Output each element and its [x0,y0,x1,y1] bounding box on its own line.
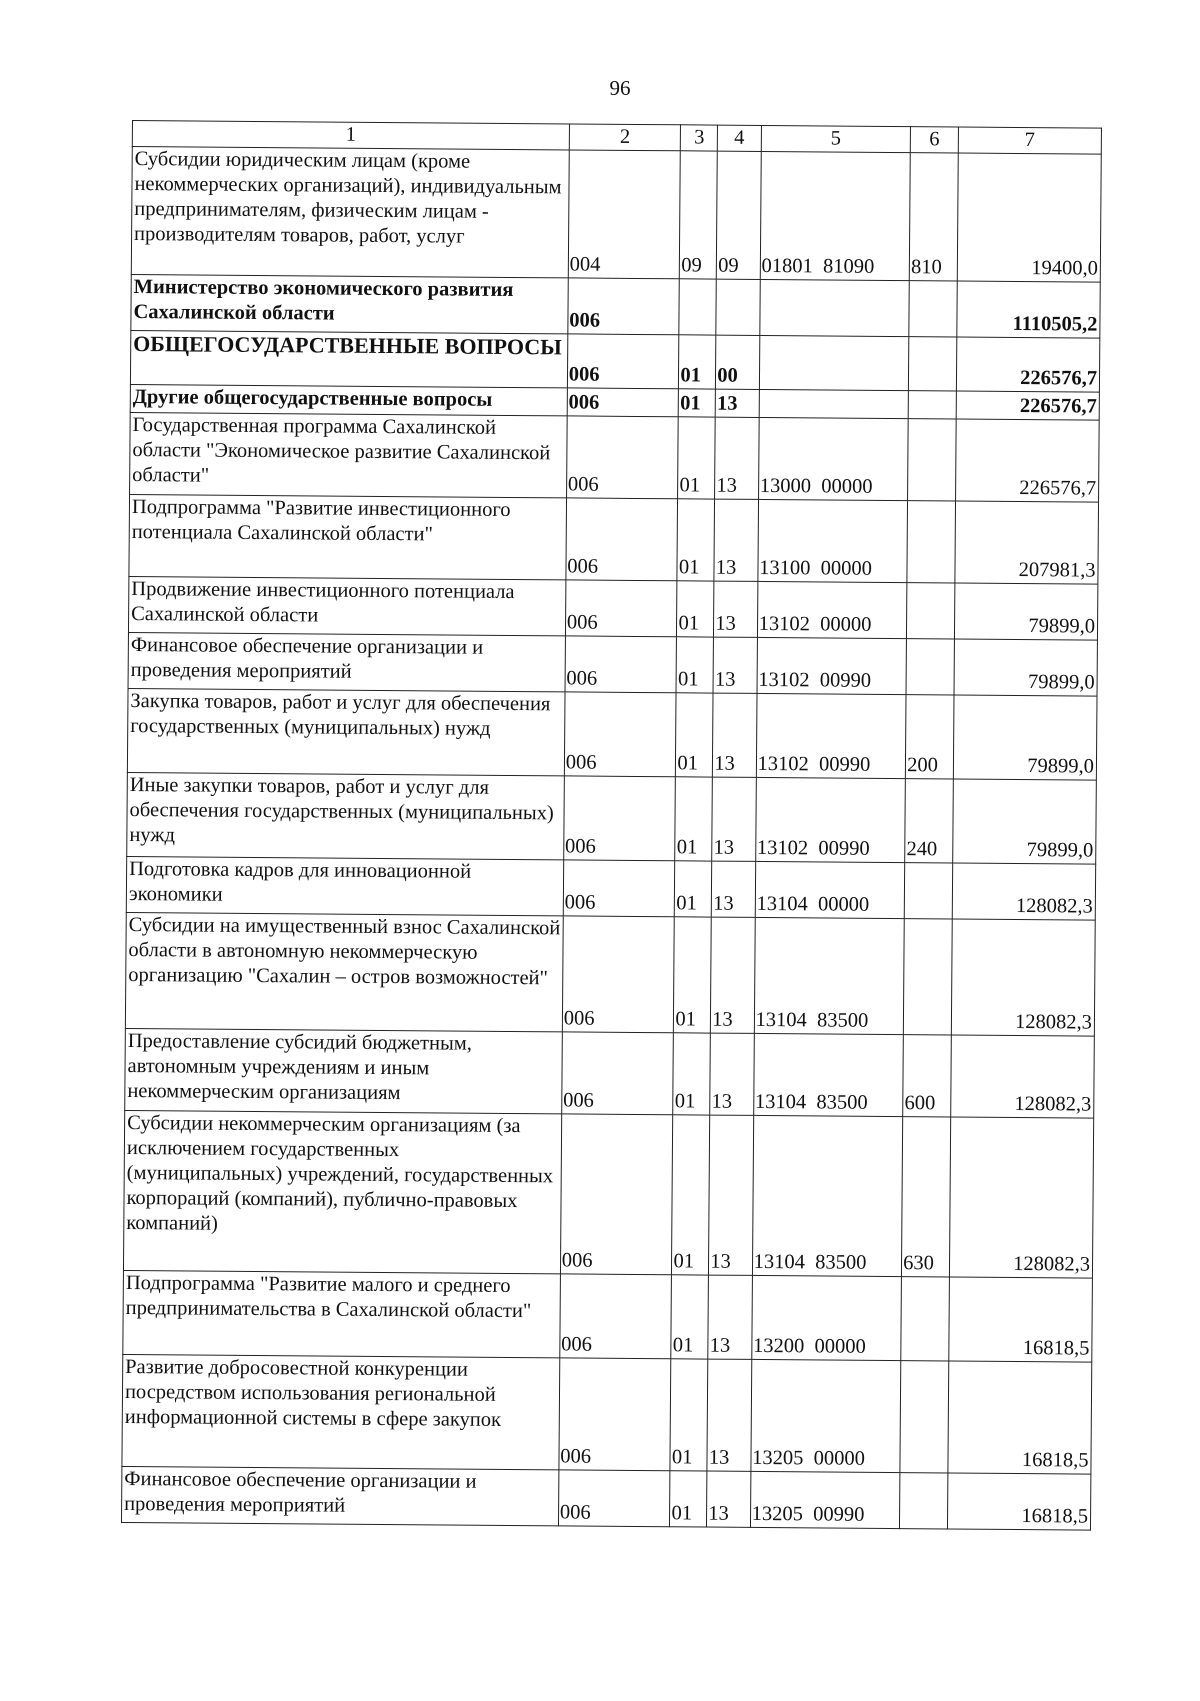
row-vr: 630 [902,1117,951,1277]
row-vr [904,863,952,919]
row-grbs: 006 [566,416,678,499]
row-vr [906,639,954,695]
row-rz: 01 [671,1275,709,1359]
row-amount: 226576,7 [956,337,1100,392]
row-pr: 13 [714,499,758,581]
row-rz: 01 [672,1115,710,1275]
row-vr [900,1361,949,1473]
row-pr: 13 [713,637,757,693]
row-vr: 600 [903,1035,951,1117]
row-name: Закупка товаров, работ и услуг для обеспечения государственных (муниципальных) нужд [127,688,564,775]
row-csr [759,279,909,336]
row-csr: 13104 83500 [753,1033,903,1116]
row-rz: 01 [670,1471,707,1527]
row-amount: 128082,3 [951,1035,1095,1118]
row-csr [759,335,909,390]
table-row [130,412,1100,502]
row-rz: 01 [676,693,714,777]
table-row [127,688,1097,780]
row-csr: 13102 00990 [757,637,907,694]
row-name: Субсидии некоммерческим организациям (за исключением государственных (муниципальных) учреждений, государственных корпораций (компаний), публично-правовых компаний) [123,1110,561,1273]
row-csr: 13104 83500 [752,1115,903,1276]
row-pr: 13 [713,693,757,777]
table-row [130,330,1099,392]
row-rz: 01 [676,637,713,693]
row-grbs: 006 [567,388,679,417]
row-rz [679,279,716,335]
row-csr: 13100 00000 [758,499,908,582]
row-vr [909,281,957,337]
row-name: Министерство экономического развития Сахалинской области [131,274,568,333]
row-vr: 810 [909,153,958,281]
row-grbs: 006 [567,334,679,389]
row-csr: 13200 00000 [751,1275,901,1360]
row-pr: 13 [715,417,759,499]
table-row [125,912,1095,1036]
row-name: Субсидии юридическим лицам (кроме некоммерческих организаций), индивидуальным предпринимателям, физическим лицам - производителям товаров, работ, услуг [131,147,569,278]
row-name: Предоставление субсидий бюджетным, автономным учреждениям и иным некоммерческим организациям [125,1028,562,1113]
row-amount: 226576,7 [956,391,1099,420]
row-vr [907,501,955,583]
row-amount: 79899,0 [954,583,1098,640]
table-row [131,147,1101,283]
table-body [121,147,1101,1531]
table-row [123,1110,1093,1278]
row-name: Продвижение инвестиционного потенциала Сахалинской области [128,576,565,635]
row-name: Государственная программа Сахалинской области "Экономическое развитие Сахалинской области" [130,412,567,497]
row-pr: 13 [708,1275,752,1359]
row-grbs: 006 [562,1032,674,1115]
row-csr: 13205 00990 [750,1471,900,1528]
row-rz: 01 [670,1359,708,1471]
row-amount: 1110505,2 [957,281,1101,338]
row-amount: 16818,5 [949,1277,1093,1362]
table-row [128,632,1097,696]
table-row [125,1028,1095,1118]
row-vr [904,919,953,1035]
row-amount: 19400,0 [957,153,1101,282]
row-grbs: 006 [566,498,678,581]
row-csr: 13102 00990 [755,777,905,862]
row-csr: 13102 00000 [757,581,907,638]
row-rz: 01 [675,777,713,861]
row-vr [908,419,956,501]
row-amount: 128082,3 [952,863,1096,920]
row-grbs: 006 [563,776,675,861]
row-grbs: 006 [558,1470,670,1527]
row-rz: 01 [677,499,714,581]
row-rz: 01 [673,1033,710,1115]
row-pr: 09 [717,151,761,279]
row-pr: 13 [709,1115,754,1275]
row-csr: 13205 00000 [751,1359,901,1472]
table-row [131,274,1100,338]
header-col-6: 6 [910,127,958,153]
row-amount: 79899,0 [953,695,1097,780]
row-rz: 01 [678,417,715,499]
row-pr: 00 [716,335,760,389]
row-name: Подготовка кадров для инновационной экономики [126,856,563,915]
row-grbs: 006 [565,580,677,637]
row-grbs: 006 [563,860,675,917]
row-amount: 16818,5 [947,1473,1091,1530]
row-amount: 128082,3 [949,1117,1093,1278]
row-vr [901,1277,949,1361]
row-grbs: 006 [560,1274,672,1359]
row-grbs: 006 [568,278,680,335]
row-name: Другие общегосударственные вопросы [130,384,567,415]
row-grbs: 006 [562,916,675,1033]
row-name: ОБЩЕГОСУДАРСТВЕННЫЕ ВОПРОСЫ [130,330,567,387]
row-pr: 13 [712,777,756,861]
row-amount: 79899,0 [953,779,1097,864]
row-csr: 01801 81090 [760,151,911,280]
page-number: 96 [609,76,631,100]
header-col-7: 7 [958,127,1101,154]
budget-table [121,120,1102,1531]
row-pr [716,279,760,335]
row-vr: 240 [905,779,953,863]
row-rz: 01 [674,917,712,1033]
row-vr [900,1473,948,1529]
table-row [122,1354,1092,1474]
row-vr: 200 [906,695,954,779]
header-col-2: 2 [569,124,681,151]
row-rz: 01 [675,861,712,917]
row-grbs: 006 [560,1114,673,1275]
row-amount: 128082,3 [951,919,1095,1036]
row-csr: 13000 00000 [758,417,908,500]
row-pr: 13 [715,389,759,417]
row-rz: 01 [679,335,716,389]
header-col-1: 1 [132,121,569,150]
row-grbs: 006 [565,636,677,693]
row-name: Иные закупки товаров, работ и услуг для обеспечения государственных (муниципальных) нужд [127,772,564,859]
header-col-3: 3 [681,125,718,151]
row-rz: 01 [677,581,714,637]
row-vr [908,391,956,419]
row-name: Развитие добросовестной конкуренции посредством использования региональной информационной системы в сфере закупок [122,1354,560,1469]
row-csr: 13104 83500 [754,917,904,1034]
row-pr: 13 [707,1471,751,1527]
row-amount: 79899,0 [954,639,1098,696]
row-csr [759,389,909,418]
row-name: Финансовое обеспечение организации и проведения мероприятий [128,632,565,691]
table-row [121,1466,1090,1530]
table-row [126,856,1095,920]
row-amount: 16818,5 [948,1361,1092,1474]
table-row [127,772,1097,864]
row-name: Субсидии на имущественный взнос Сахалинской области в автономную некоммерческую организацию "Сахалин – остров возможностей" [125,912,563,1031]
table-row [129,494,1099,584]
row-amount: 226576,7 [955,419,1099,502]
row-rz: 09 [680,151,718,279]
row-name: Подпрограмма "Развитие инвестиционного потенциала Сахалинской области" [129,494,566,579]
table-row [123,1270,1093,1362]
header-col-5: 5 [761,125,911,152]
table-row [128,576,1097,640]
row-pr: 13 [712,861,756,917]
row-csr: 13102 00990 [756,693,906,778]
row-amount: 207981,3 [955,501,1099,584]
row-pr: 13 [710,1033,754,1115]
row-pr: 13 [711,917,755,1033]
row-vr [907,583,955,639]
row-grbs: 006 [564,692,676,777]
row-vr [909,337,957,391]
row-pr: 13 [707,1359,751,1471]
row-csr: 13104 00000 [755,861,905,918]
row-name: Финансовое обеспечение организации и проведения мероприятий [121,1466,558,1525]
row-name: Подпрограмма "Развитие малого и среднего предпринимательства в Сахалинской области" [123,1270,560,1357]
row-rz: 01 [679,389,716,417]
row-grbs: 006 [559,1358,672,1471]
row-pr: 13 [714,581,758,637]
row-grbs: 004 [568,150,681,279]
header-col-4: 4 [718,125,762,151]
